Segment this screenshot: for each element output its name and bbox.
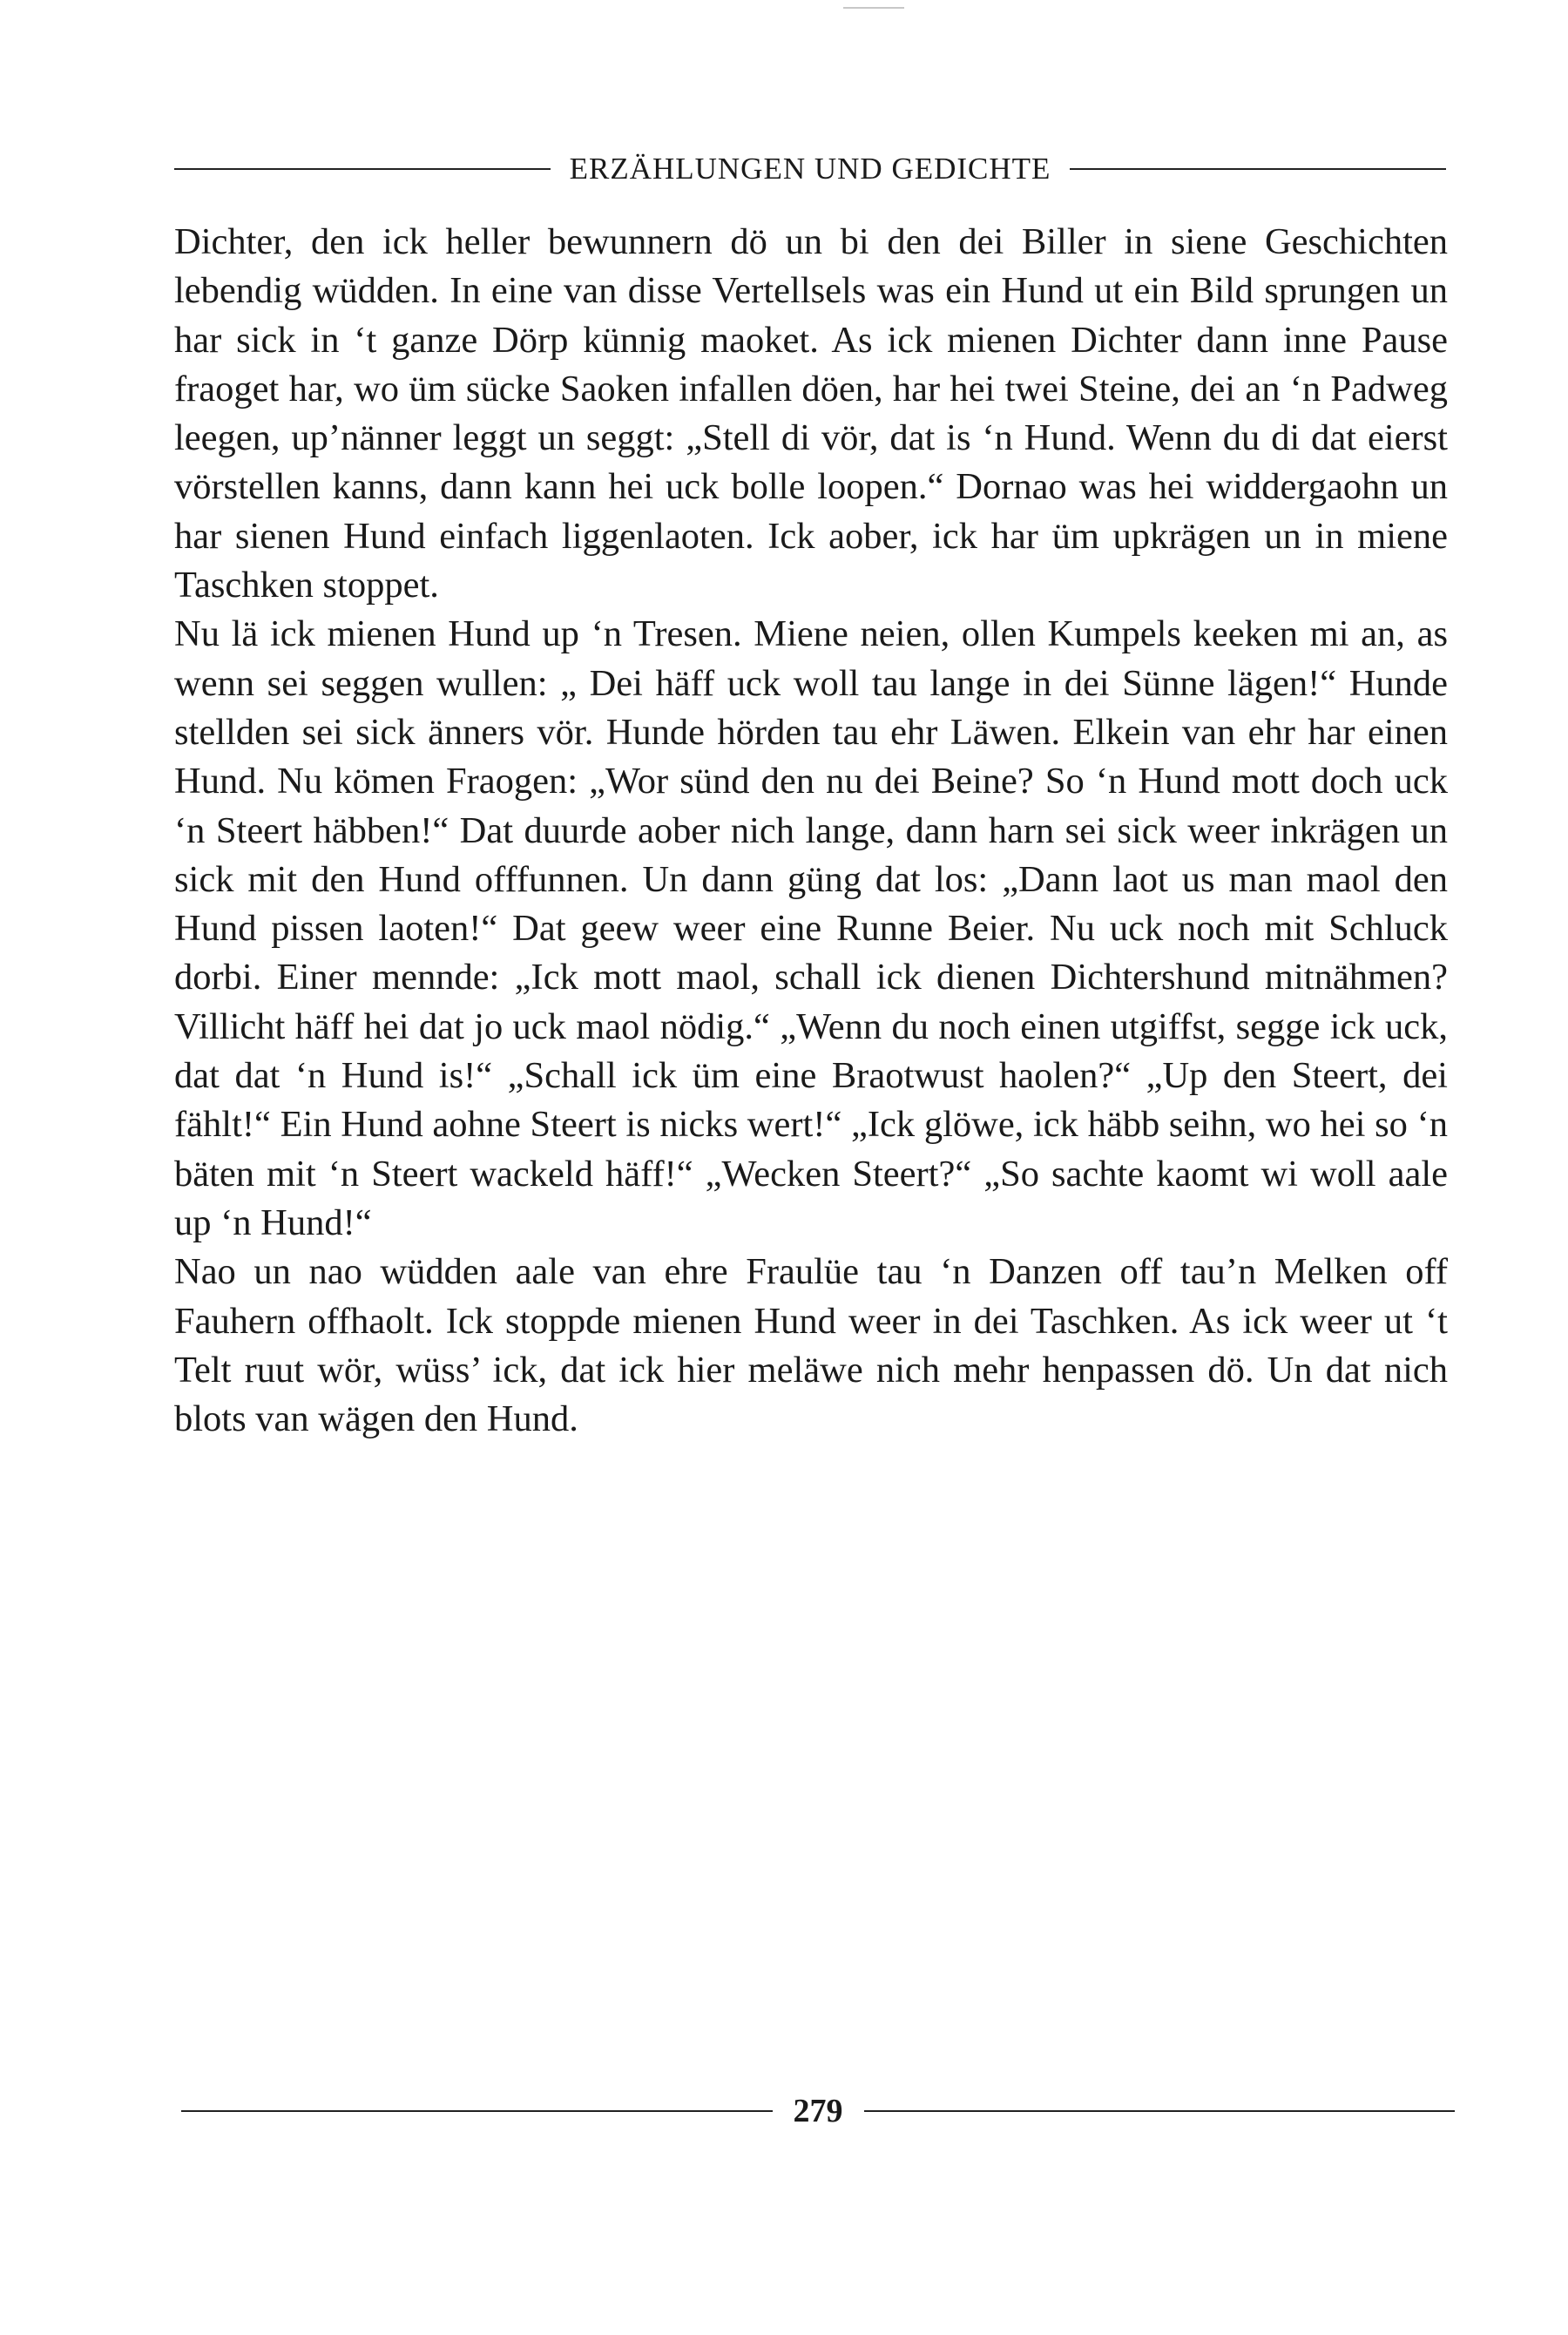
- running-header: [174, 153, 1446, 184]
- page-footer: [181, 2095, 1455, 2128]
- paragraph-3: Nao un nao wüdden aale van ehre Fraulüe tau ‘n Danzen off tau’n Melken off Fauhern offhaolt. Ick stoppde mienen Hund weer in dei Taschken. As ick weer ut ‘t Telt ruut wör, wüss’ ick, dat ick hier meläwe nich mehr henpassen dö. Un dat nich blots van wägen den Hund.: [174, 1251, 1448, 1440]
- header-rule-left: [174, 168, 551, 170]
- running-title: ERZÄHLUNGEN UND GEDICHTE: [569, 152, 1051, 186]
- footer-rule-right: [864, 2110, 1456, 2112]
- page-number: 279: [793, 2093, 843, 2129]
- paragraph-1: Dichter, den ick heller bewunnern dö un bi den dei Biller in siene Geschichten lebendig wüdden. In eine van disse Vertellsels was ein Hund ut ein Bild sprungen un har sick in ‘t ganze Dörp künnig maoket. As ick mienen Dichter dann inne Pause fraoget har, wo üm sücke Saoken infallen döen, har hei twei Steine, dei an ‘n Padweg leegen, up’nänner leggt un seggt: „Stell di vör, dat is ‘n Hund. Wenn du di dat eierst vörstellen kanns, dann kann hei uck bolle loopen.“ Dornao was hei widdergaohn un har sienen Hund einfach liggenlaoten. Ick aober, ick har üm upkrägen un in miene Taschken stoppet.: [174, 221, 1448, 606]
- header-rule-right: [1070, 168, 1446, 170]
- paragraph-2: Nu lä ick mienen Hund up ‘n Tresen. Miene neien, ollen Kumpels keeken mi an, as wenn sei seggen wullen: „ Dei häff uck woll tau lange in dei Sünne lägen!“ Hunde stellden sei sick änners vör. Hunde hörden tau ehr Läwen. Elkein van ehr har einen Hund. Nu kömen Fraogen: „Wor sünd den nu dei Beine? So ‘n Hund mott doch uck ‘n Steert häbben!“ Dat duurde aober nich lange, dann harn sei sick weer inkrägen un sick mit den Hund offfunnen. Un dann güng dat los: „Dann laot us man maol den Hund pissen laoten!“ Dat geew weer eine Runne Beier. Nu uck noch mit Schluck dorbi. Einer mennde: „Ick mott maol, schall ick dienen Dichtershund mitnähmen? Villicht häff hei dat jo uck maol nödig.“ „Wenn du noch einen utgiffst, segge ick uck, dat dat ‘n Hund is!“ „Schall ick üm eine Braotwust haolen?“ „Up den Steert, dei fählt!“ Ein Hund aohne Steert is nicks wert!“ „Ick glöwe, ick häbb seihn, wo hei so ‘n bäten mit ‘n Steert wackeld häff!“ „Wecken Steert?“ „So sachte kaomt wi woll aale up ‘n Hund!“: [174, 613, 1448, 1243]
- top-edge-mark: [843, 7, 904, 9]
- footer-rule-left: [181, 2110, 773, 2112]
- body-text: [174, 218, 1448, 1444]
